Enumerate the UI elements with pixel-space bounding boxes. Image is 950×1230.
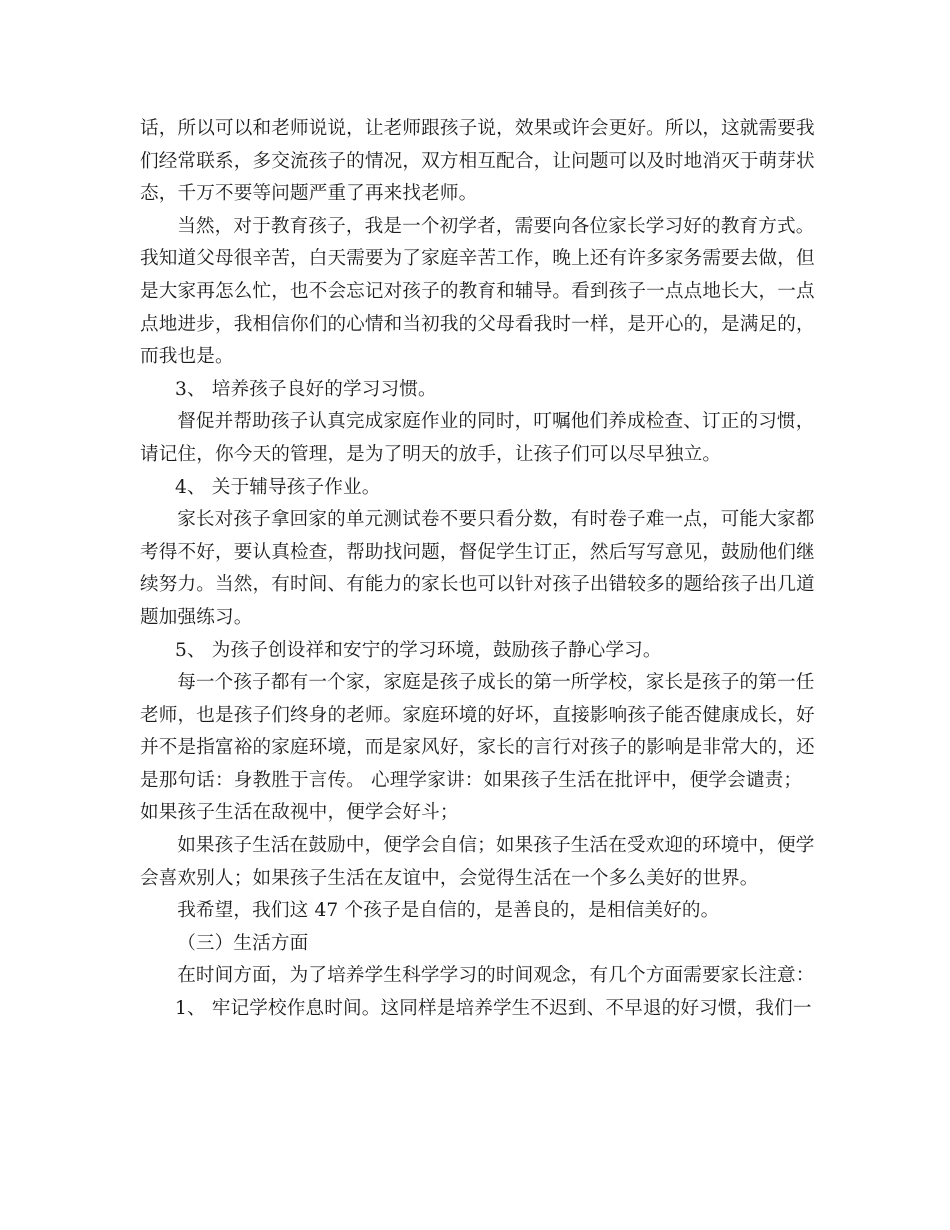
text-line: 题加强练习。 [140,606,253,628]
paragraph [140,406,816,471]
paragraph [140,667,816,830]
text-line: 4、 关于辅导孩子作业。 [175,476,381,498]
paragraph [140,960,816,993]
list-item [140,374,816,407]
text-line: 家长对孩子拿回家的单元测试卷不要只看分数，有时卷子难一点，可能大家都 [177,509,815,531]
text-line: 当然，对于教育孩子，我是一个初学者，需要向各位家长学习好的教育方式。 [177,215,815,237]
text-line: 督促并帮助孩子认真完成家庭作业的同时，叮嘱他们养成检查、订正的习惯， [177,411,815,433]
list-item [140,472,816,505]
text-line: 续努力。当然，有时间、有能力的家长也可以针对孩子出错较多的题给孩子出几道 [140,574,815,596]
paragraph [140,504,816,634]
text-line: 点地进步，我相信你们的心情和当初我的父母看我时一样，是开心的，是满足的， [140,313,815,335]
text-line: 3、 培养孩子良好的学习习惯。 [175,378,437,400]
text-line: 请记住，你今天的管理，是为了明天的放手，让孩子们可以尽早独立。 [140,443,722,465]
text-line: 考得不好，要认真检查，帮助找问题，督促学生订正，然后写写意见，鼓励他们继 [140,541,815,563]
text-line: 我希望，我们这 47 个孩子是自信的，是善良的，是相信美好的。 [177,900,720,922]
text-line: （三）生活方面 [177,932,309,954]
text-line: 话，所以可以和老师说说，让老师跟孩子说，效果或许会更好。所以，这就需要我 [140,118,815,139]
text-line: 如果孩子生活在鼓励中，便学会自信；如果孩子生活在受欢迎的环境中，便学 [177,835,815,857]
text-line: 态，千万不要等问题严重了再来找老师。 [140,183,478,205]
text-line: 是那句话：身教胜于言传。 心理学家讲：如果孩子生活在批评中，便学会谴责； [140,769,803,791]
paragraph [140,928,816,961]
text-line: 1、 牢记学校作息时间。这同样是培养学生不迟到、不早退的好习惯，我们一 [175,998,812,1020]
text-line: 老师，也是孩子们终身的老师。家庭环境的好坏，直接影响孩子能否健康成长，好 [140,704,815,726]
text-line: 们经常联系，多交流孩子的情况，双方相互配合，让问题可以及时地消灭于萌芽状 [140,150,815,172]
text-line: 是大家再怎么忙，也不会忘记对孩子的教育和辅导。看到孩子一点点地长大，一点 [140,280,815,302]
text-line: 在时间方面，为了培养学生科学学习的时间观念，有几个方面需要家长注意： [177,965,815,987]
list-item [140,993,816,1026]
text-line: 每一个孩子都有一个家，家庭是孩子成长的第一所学校，家长是孩子的第一任 [177,672,815,694]
list-item [140,635,816,668]
paragraph [140,895,816,928]
text-line: 而我也是。 [140,346,234,368]
document-body [140,113,816,1026]
text-line: 5、 为孩子创设祥和安宁的学习环境，鼓励孩子静心学习。 [175,639,662,661]
text-line: 我知道父母很辛苦，白天需要为了家庭辛苦工作，晚上还有许多家务需要去做，但 [140,248,815,270]
text-line: 如果孩子生活在敌视中，便学会好斗； [140,802,459,824]
paragraph-continuation [140,113,816,211]
text-line: 会喜欢别人；如果孩子生活在友谊中，会觉得生活在一个多么美好的世界。 [140,867,759,889]
text-line: 并不是指富裕的家庭环境，而是家风好，家长的言行对孩子的影响是非常大的，还 [140,737,815,759]
paragraph [140,211,816,374]
paragraph [140,830,816,895]
